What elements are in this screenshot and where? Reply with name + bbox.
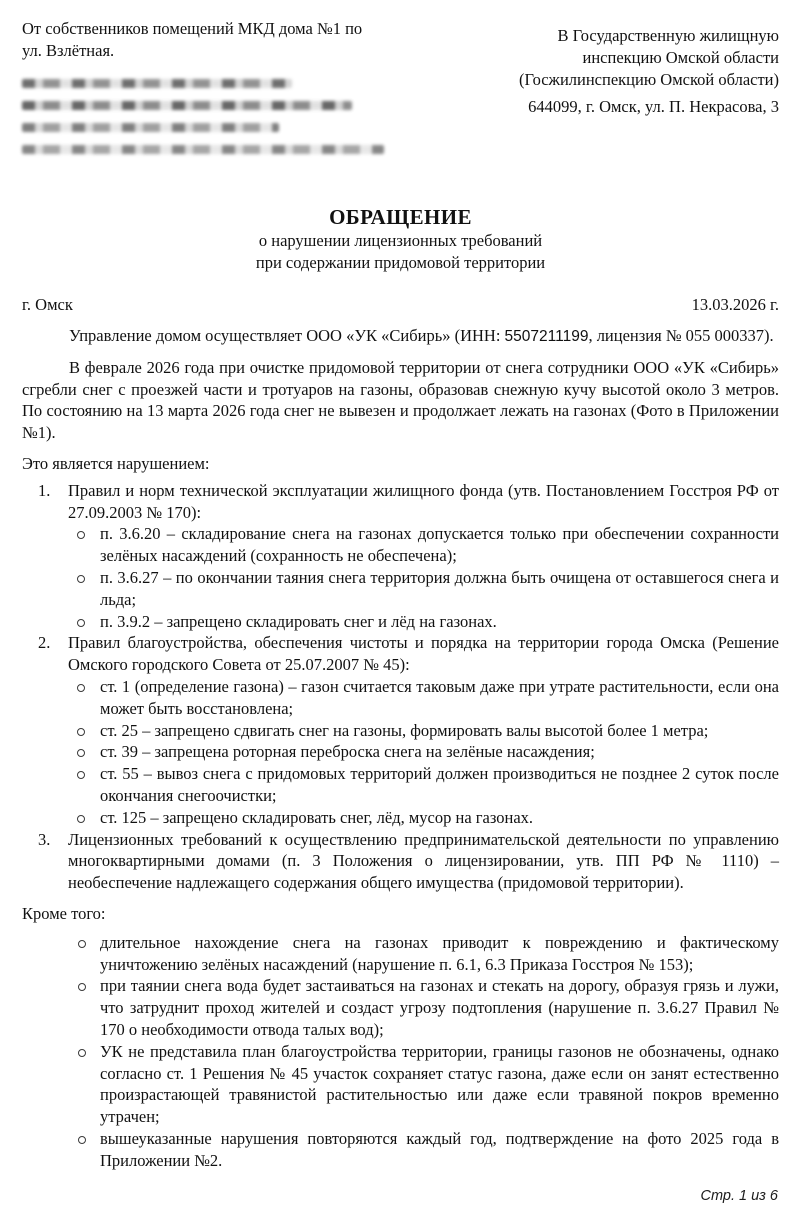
- violation-sublist: [68, 676, 779, 829]
- recipient-line: инспекцию Омской области: [582, 48, 779, 67]
- violation-subitem: [68, 807, 779, 829]
- redacted-line: [22, 101, 352, 110]
- paragraph-incident: В феврале 2026 года при очистке придомовой территории от снега сотрудники ООО «УК «Сибирь» сгребли снег с проезжей части и тротуаров на газоны, образовав снежную кучу высотой около 3 метров. По состоянию на 13 марта 2026 года снег не вывезен и продолжает лежать на газонах (Фото в Приложении №1).: [22, 357, 779, 443]
- violation-subitem: [68, 567, 779, 611]
- circle-bullet-icon: [77, 728, 85, 736]
- violation-subitem-text: ст. 25 – запрещено сдвигать снег на газоны, формировать валы высотой более 1 метра;: [100, 720, 709, 740]
- circle-bullet-icon: [77, 619, 85, 627]
- violation-subitem-text: п. 3.6.20 – складирование снега на газонах допускается только при обеспечении сохранности зелёных насаждений (сохранность не обеспечена);: [100, 524, 779, 566]
- additional-item-text: длительное нахождение снега на газонах приводит к повреждению и фактическому уничтожению зелёных насаждений (нарушение п. 6.1, 6.3 Приказа Госстроя № 153);: [100, 932, 779, 974]
- letter-header: [22, 18, 779, 167]
- paragraph-management: [22, 325, 779, 348]
- violation-subitem-text: ст. 55 – вывоз снега с придомовых территорий должен производиться не позднее 2 суток после окончания снегоочистки;: [100, 764, 779, 805]
- violation-text: Правил и норм технической эксплуатации жилищного фонда (утв. Постановлением Госстроя РФ от 27.09.2003 № 170):: [68, 480, 779, 522]
- redacted-line: [22, 123, 279, 132]
- inn-number: 5507211199: [504, 328, 589, 345]
- violation-subitem-text: п. 3.6.27 – по окончании таяния снега территория должна быть очищена от оставшегося снега и льда;: [100, 567, 779, 609]
- circle-bullet-icon: [77, 771, 85, 779]
- circle-bullet-icon: [77, 749, 85, 757]
- additional-item-text: вышеуказанные нарушения повторяются каждый год, подтверждение на фото 2025 года в Приложении №2.: [100, 1128, 779, 1170]
- violation-number: 3.: [38, 829, 51, 849]
- title-block: [22, 205, 779, 274]
- violations-list: [22, 480, 779, 894]
- circle-bullet-icon: [78, 1049, 86, 1057]
- violation-subitem: [68, 741, 779, 763]
- additional-item-text: УК не представила план благоустройства территории, границы газонов не обозначены, однако согласно ст. 1 Решения № 45 участок сохраняет статус газона, даже если он занят естественно произрастающей травянистой растительностью или даже если травяной покров временно утрачен;: [100, 1041, 779, 1127]
- additional-item: [22, 975, 779, 1040]
- redacted-line: [22, 145, 384, 154]
- recipient-block: [434, 18, 779, 167]
- recipient-address: 644099, г. Омск, ул. П. Некрасова, 3: [528, 97, 779, 116]
- violation-subitem: [68, 611, 779, 633]
- additional-item: [22, 1041, 779, 1128]
- redacted-block: [22, 79, 374, 154]
- sender-block: [22, 18, 374, 167]
- meta-row: [22, 294, 779, 316]
- violation-item: [22, 829, 779, 894]
- violation-sublist: [68, 523, 779, 632]
- violation-subitem-text: ст. 125 – запрещено складировать снег, лёд, мусор на газонах.: [100, 807, 534, 827]
- paragraph-management-text: Управление домом осуществляет ООО «УК «Сибирь» (ИНН:: [69, 326, 505, 345]
- violation-subitem: [68, 720, 779, 742]
- violation-number: 1.: [38, 480, 51, 500]
- additional-list: [22, 932, 779, 1172]
- violation-item: [22, 632, 779, 828]
- violation-subitem: [68, 676, 779, 720]
- circle-bullet-icon: [78, 1136, 86, 1144]
- recipient-line: (Госжилинспекцию Омской области): [518, 70, 779, 89]
- document-subtitle-line: о нарушении лицензионных требований: [258, 231, 543, 250]
- page-number-label: Стр. 1 из 6: [700, 1188, 778, 1204]
- circle-bullet-icon: [77, 815, 85, 823]
- circle-bullet-icon: [78, 940, 86, 948]
- document-title: ОБРАЩЕНИЕ: [329, 205, 472, 229]
- violation-text: Лицензионных требований к осуществлению предпринимательской деятельности по управлению многоквартирными домами (п. 3 Положения о лицензировании, утв. ПП РФ № 1110) – необеспечение надлежащего содержания общего имущества (придомовой территории).: [68, 829, 779, 893]
- circle-bullet-icon: [77, 684, 85, 692]
- additional-item: [22, 932, 779, 976]
- recipient-line: В Государственную жилищную: [557, 26, 779, 45]
- additional-item-text: при таянии снега вода будет застаиваться на газонах и стекать на дорогу, образуя грязь и лужи, что затруднит проход жителей и создаст угрозу подтопления (нарушение п. 3.6.27 Правил № 170 о необходимости отвода талых вод);: [100, 976, 779, 1039]
- city-label: г. Омск: [22, 295, 73, 314]
- paragraph-management-tail: , лицензия № 055 000337).: [588, 326, 774, 345]
- violation-subitem-text: п. 3.9.2 – запрещено складировать снег и лёд на газонах.: [100, 611, 497, 631]
- redacted-line: [22, 79, 292, 88]
- circle-bullet-icon: [77, 575, 85, 583]
- additional-item: [22, 1128, 779, 1172]
- sender-line: От собственников помещений МКД дома №1 по ул. Взлётная.: [22, 19, 363, 60]
- additional-lead: Кроме того:: [22, 903, 106, 923]
- violations-lead: Это является нарушением:: [22, 453, 210, 473]
- violation-item: [22, 480, 779, 633]
- violation-subitem-text: ст. 39 – запрещена роторная переброска снега на зелёные насаждения;: [100, 742, 595, 762]
- violation-subitem-text: ст. 1 (определение газона) – газон считается таковым даже при утрате растительности, если она может быть восстановлена;: [100, 676, 779, 718]
- circle-bullet-icon: [78, 983, 86, 991]
- document-subtitle-line: при содержании придомовой территории: [255, 253, 546, 272]
- violation-subitem: [68, 763, 779, 807]
- circle-bullet-icon: [77, 531, 85, 539]
- date-label: 13.03.2026 г.: [691, 295, 779, 314]
- violation-number: 2.: [38, 633, 51, 653]
- violation-text: Правил благоустройства, обеспечения чистоты и порядка на территории города Омска (Решение Омского городского Совета от 25.07.2007 № 45):: [68, 633, 779, 675]
- violation-subitem: [68, 523, 779, 567]
